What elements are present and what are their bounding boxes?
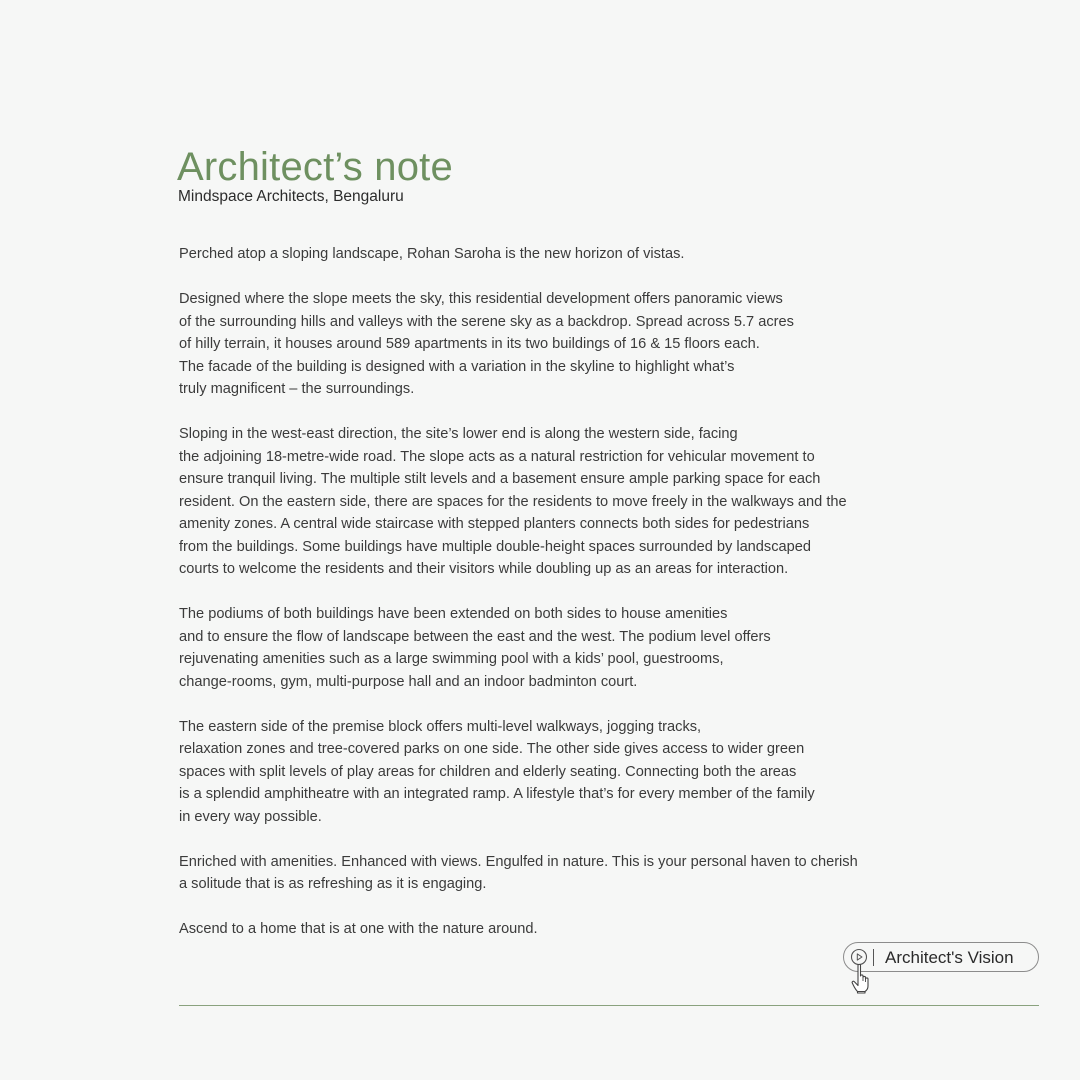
pointer-hand-icon (849, 962, 875, 996)
architects-vision-label: Architect's Vision (885, 948, 1014, 967)
text-line: truly magnificent – the surroundings. (179, 381, 415, 397)
page-title: Architect’s note (177, 145, 453, 189)
paragraph (179, 918, 969, 941)
text-line: ensure tranquil living. The multiple stilt levels and a basement ensure ample parking space for each (179, 471, 821, 487)
text-line: spaces with split levels of play areas for children and elderly seating. Connecting both the areas (179, 763, 797, 780)
text-line: rejuvenating amenities such as a large swimming pool with a kids’ pool, guestrooms, (179, 651, 724, 667)
text-line: Enriched with amenities. Enhanced with views. Engulfed in nature. This is your personal haven to cherish (179, 853, 858, 870)
text-line: The eastern side of the premise block offers multi-level walkways, jogging tracks, (179, 718, 702, 735)
bottom-divider (179, 1005, 1039, 1006)
body-text (179, 243, 969, 963)
text-line: resident. On the eastern side, there are spaces for the residents to move freely in the walkways and the (179, 493, 847, 510)
text-line: relaxation zones and tree-covered parks on one side. The other side gives access to wider green (179, 741, 805, 757)
text-line: Sloping in the west-east direction, the site’s lower end is along the western side, facing (179, 426, 738, 442)
paragraph (179, 288, 969, 401)
text-line: change-rooms, gym, multi-purpose hall and an indoor badminton court. (179, 673, 638, 690)
text-line: a solitude that is as refreshing as it is engaging. (179, 876, 487, 892)
text-line: in every way possible. (179, 808, 322, 825)
paragraph (179, 716, 969, 829)
paragraph (179, 851, 969, 896)
text-line: the adjoining 18-metre-wide road. The slope acts as a natural restriction for vehicular movement to (179, 448, 815, 465)
paragraph (179, 423, 969, 581)
text-line: Ascend to a home that is at one with the nature around. (179, 921, 538, 937)
page-subtitle: Mindspace Architects, Bengaluru (178, 188, 404, 205)
text-line: Perched atop a sloping landscape, Rohan Saroha is the new horizon of vistas. (179, 246, 685, 262)
text-line: Designed where the slope meets the sky, this residential development offers panoramic views (179, 291, 783, 307)
text-line: is a splendid amphitheatre with an integrated ramp. A lifestyle that’s for every member of the family (179, 786, 815, 802)
text-line: courts to welcome the residents and their visitors while doubling up as an areas for interaction. (179, 561, 789, 577)
text-line: and to ensure the flow of landscape between the east and the west. The podium level offers (179, 628, 771, 645)
text-line: from the buildings. Some buildings have multiple double-height spaces surrounded by landscaped (179, 538, 811, 555)
text-line: The facade of the building is designed with a variation in the skyline to highlight what’s (179, 358, 735, 375)
text-line: The podiums of both buildings have been extended on both sides to house amenities (179, 606, 728, 622)
text-line: of the surrounding hills and valleys with the serene sky as a backdrop. Spread across 5.7 acres (179, 313, 794, 330)
text-line: amenity zones. A central wide staircase with stepped planters connects both sides for pedestrians (179, 516, 810, 532)
text-line: of hilly terrain, it houses around 589 apartments in its two buildings of 16 & 15 floors each. (179, 336, 760, 352)
paragraph (179, 243, 969, 266)
paragraph (179, 603, 969, 693)
